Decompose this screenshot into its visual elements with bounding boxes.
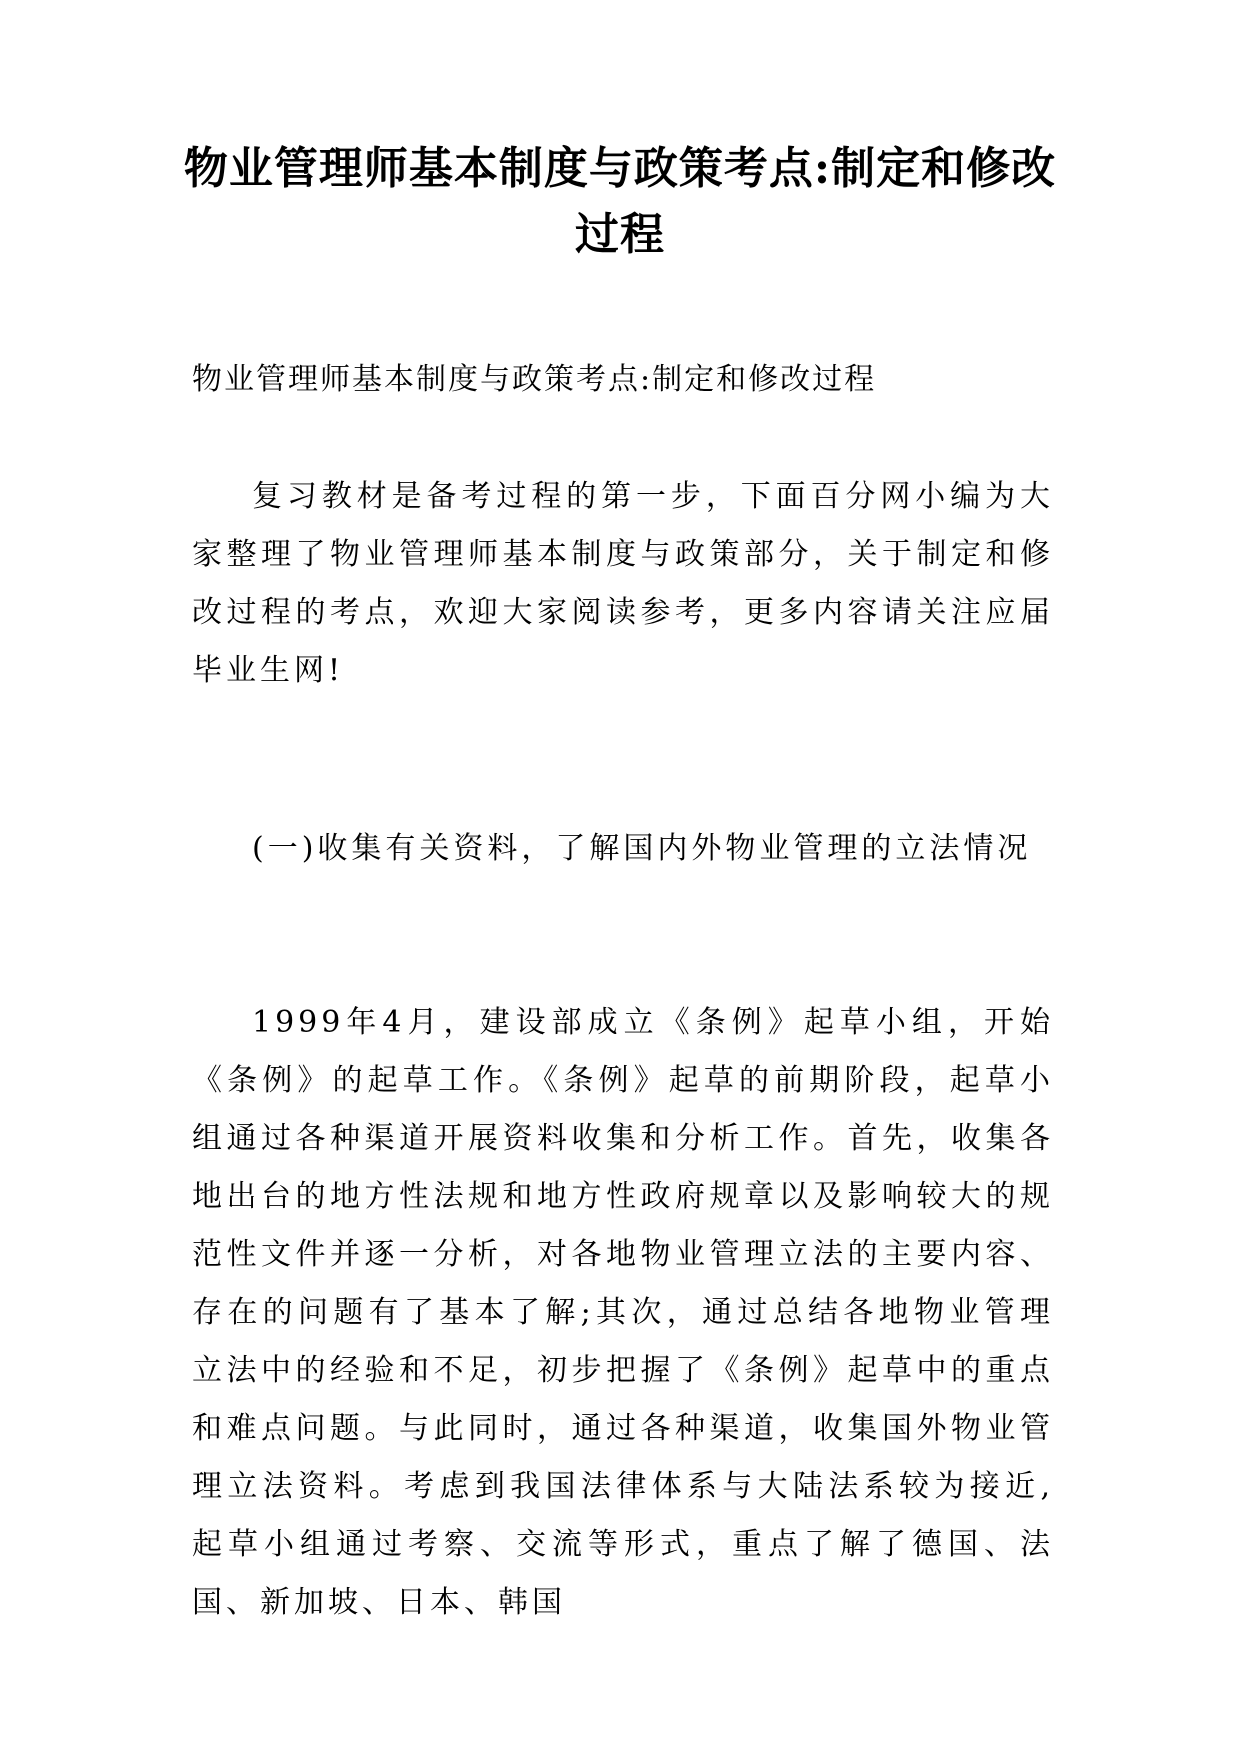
document-subtitle: 物业管理师基本制度与政策考点:制定和修改过程 bbox=[192, 362, 877, 397]
body-paragraph: 1999年4月，建设部成立《条例》起草小组，开始《条例》的起草工作。《条例》起草的前期阶段，起草小组通过各种渠道开展资料收集和分析工作。首先，收集各地出台的地方性法规和地方性政府规章以及影响较大的规范性文件并逐一分析，对各地物业管理立法的主要内容、存在的问题有了基本了解;其次，通过总结各地物业管理立法中的经验和不足，初步把握了《条例》起草中的重点和难点问题。与此同时，通过各种渠道，收集国外物业管理立法资料。考虑到我国法律体系与大陆法系较为接近,起草小组通过考察、交流等形式，重点了解了德国、法国、新加坡、日本、韩国 bbox=[192, 1005, 1054, 1620]
intro-paragraph: 复习教材是备考过程的第一步，下面百分网小编为大家整理了物业管理师基本制度与政策部分，关于制定和修改过程的考点，欢迎大家阅读参考，更多内容请关注应届毕业生网! bbox=[192, 479, 1054, 688]
document-title: 物业管理师基本制度与政策考点:制定和修改过程 bbox=[183, 143, 1057, 260]
section-heading: (一)收集有关资料，了解国内外物业管理的立法情况 bbox=[252, 831, 1032, 866]
